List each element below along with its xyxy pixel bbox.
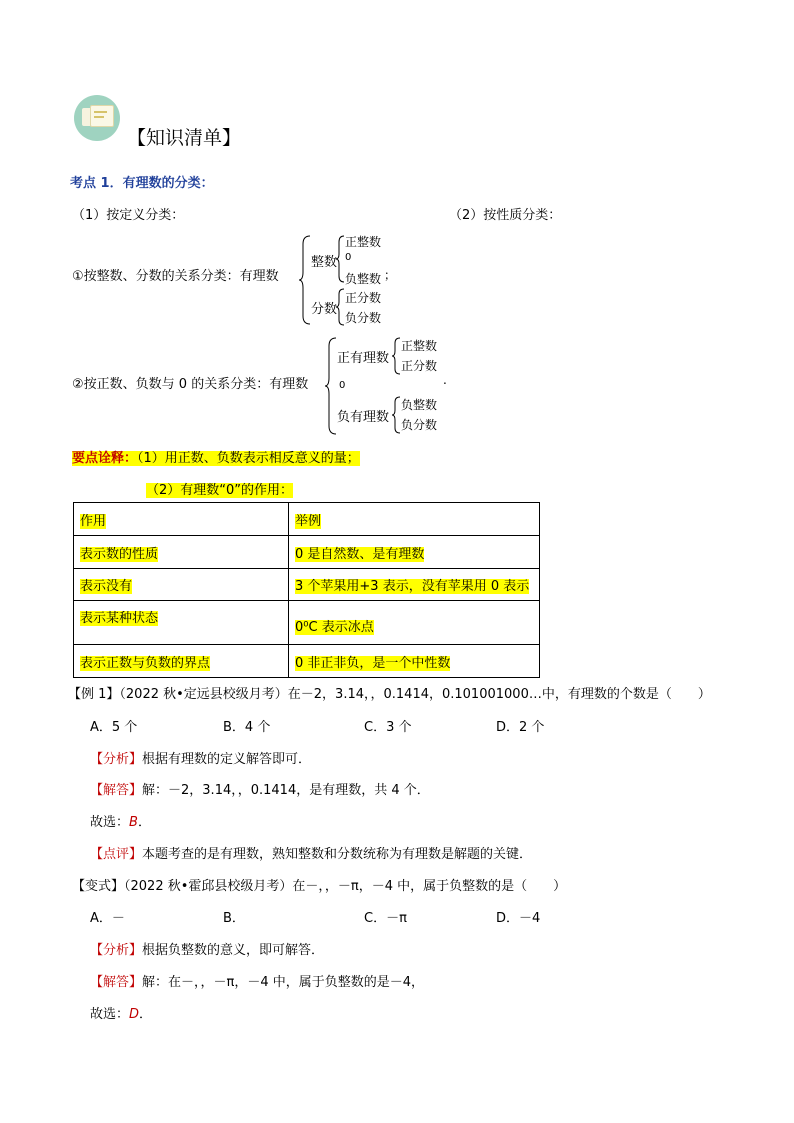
table-header-row bbox=[74, 503, 540, 536]
zero-usage-table bbox=[73, 502, 540, 678]
option-b: B．4 个 bbox=[223, 720, 271, 735]
analysis-label: 【分析】 bbox=[90, 943, 143, 958]
negative-item: 负整数 bbox=[401, 398, 438, 412]
document-note-icon bbox=[74, 95, 120, 141]
section-heading: 考点 1．有理数的分类： bbox=[70, 176, 214, 191]
option-a: A．5 个 bbox=[90, 720, 138, 735]
table-row bbox=[74, 569, 540, 601]
table-cell: 0 非正非负，是一个中性数 bbox=[295, 655, 451, 671]
punctuation: . bbox=[443, 373, 447, 387]
key-points-line-2 bbox=[146, 479, 293, 498]
analysis-line bbox=[90, 748, 311, 767]
classification-1-prefix: ①按整数、分数的关系分类：有理数 bbox=[72, 269, 279, 284]
comment-line bbox=[90, 843, 532, 862]
analysis-label: 【分析】 bbox=[90, 752, 143, 767]
classification-2-prefix: ②按正数、负数与 0 的关系分类：有理数 bbox=[72, 377, 309, 392]
answer-text: 解：－2，3.14，，0.1414，是有理数，共 4 个． bbox=[142, 783, 430, 798]
table-cell: 表示没有 bbox=[80, 579, 133, 594]
table-cell: 3 个苹果用+3 表示，没有苹果用 0 表示 bbox=[295, 579, 530, 594]
positive-item: 正分数 bbox=[401, 359, 438, 373]
choice-line bbox=[90, 811, 151, 830]
option-a: A．－ bbox=[90, 911, 125, 926]
table-cell: 表示某种状态 bbox=[80, 611, 159, 626]
outer-brace-2 bbox=[324, 336, 338, 436]
integer-item: 0 bbox=[345, 252, 352, 263]
answer-line bbox=[90, 971, 424, 990]
zero-label: 0 bbox=[339, 380, 346, 391]
page-title: 【知识清单】 bbox=[127, 127, 242, 149]
definition-label: （1）按定义分类： bbox=[72, 208, 185, 223]
answer-text: 解：在－，，－π，－4 中，属于负整数的是－4， bbox=[142, 975, 425, 990]
choice-answer: D bbox=[129, 1007, 140, 1022]
choice-suffix: ． bbox=[137, 815, 151, 830]
choice-line bbox=[90, 1003, 152, 1022]
key-points-line-1 bbox=[72, 447, 360, 466]
negative-rational-label: 负有理数 bbox=[337, 410, 390, 425]
option-b: B． bbox=[223, 911, 245, 926]
example-question: 【例 1】（2022 秋•定远县校级月考）在－2，3.14，，0.1414，0.101001000…中，有理数的个数是（ ） bbox=[68, 687, 711, 702]
negative-item: 负分数 bbox=[401, 418, 438, 432]
analysis-text: 根据负整数的意义，即可解答． bbox=[142, 943, 325, 958]
analysis-text: 根据有理数的定义解答即可． bbox=[142, 752, 312, 767]
option-d: D．－4 bbox=[496, 911, 541, 926]
table-row bbox=[74, 645, 540, 678]
negative-brace bbox=[391, 395, 401, 435]
option-c: C．－π bbox=[364, 911, 407, 926]
choice-prefix: 故选： bbox=[90, 1007, 130, 1022]
key-point-text: （1）用正数、负数表示相反意义的量； bbox=[137, 451, 360, 466]
choice-prefix: 故选： bbox=[90, 815, 130, 830]
comment-text: 本题考查的是有理数，熟知整数和分数统称为有理数是解题的关键． bbox=[142, 847, 533, 862]
positive-brace bbox=[391, 336, 401, 376]
table-cell: 0 是自然数、是有理数 bbox=[295, 546, 425, 562]
fraction-brace bbox=[335, 287, 345, 327]
integer-brace bbox=[335, 234, 345, 284]
integer-label: 整数 bbox=[311, 255, 338, 270]
fraction-label: 分数 bbox=[311, 302, 338, 317]
table-cell: 表示数的性质 bbox=[80, 546, 159, 562]
variant-question: 【变式】（2022 秋•霍邱县校级月考）在－，，－π，－4 中，属于负整数的是（ ） bbox=[72, 879, 567, 894]
choice-suffix: ． bbox=[139, 1007, 153, 1022]
fraction-item: 正分数 bbox=[345, 291, 382, 305]
option-d: D．2 个 bbox=[496, 720, 545, 735]
outer-brace-1 bbox=[298, 234, 312, 326]
positive-rational-label: 正有理数 bbox=[337, 351, 390, 366]
answer-line bbox=[90, 779, 430, 798]
answer-label: 【解答】 bbox=[90, 783, 143, 798]
key-points-label: 要点诠释： bbox=[72, 451, 138, 466]
answer-label: 【解答】 bbox=[90, 975, 143, 990]
table-cell: 表示正数与负数的界点 bbox=[80, 655, 211, 671]
positive-item: 正整数 bbox=[401, 339, 438, 353]
punctuation: ； bbox=[384, 268, 397, 282]
table-row bbox=[74, 601, 540, 645]
property-label: （2）按性质分类： bbox=[449, 208, 562, 223]
comment-label: 【点评】 bbox=[90, 847, 143, 862]
option-c: C．3 个 bbox=[364, 720, 412, 735]
integer-item: 负整数 bbox=[345, 272, 382, 286]
integer-item: 正整数 bbox=[345, 235, 382, 249]
fraction-item: 负分数 bbox=[345, 311, 382, 325]
key-point-text: （2）有理数“0”的作用： bbox=[146, 483, 294, 498]
table-row bbox=[74, 536, 540, 569]
table-cell: 0⁰C 表示冰点 bbox=[295, 620, 374, 635]
table-header: 举例 bbox=[295, 513, 322, 529]
choice-answer: B bbox=[129, 815, 138, 830]
analysis-line bbox=[90, 939, 324, 958]
table-header: 作用 bbox=[80, 513, 107, 529]
